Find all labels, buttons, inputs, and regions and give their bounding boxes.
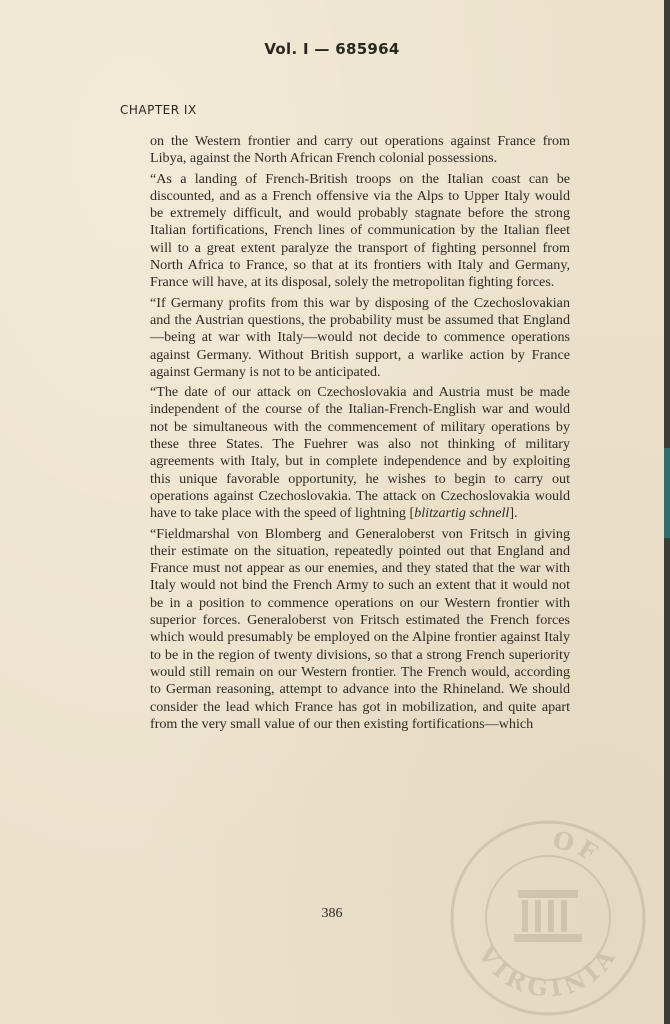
page-number: 386 [321, 906, 343, 921]
paragraph-text-end: ]. [509, 505, 518, 522]
svg-text:VIRGINIA [472, 939, 624, 1003]
paragraph: “As a landing of French-British troops on the Italian coast can be discounted, and as a French offensive via the Alps to Upper Italy would be extremely difficult, and would probably stagnate before the strong Italian fortifications, French lines of communication by the Italian fleet will to a great extent paralyze the transport of fighting personnel from North Africa to France, so that at its frontiers with Italy and Germany, France will have, at its disposal, solely the metropolitan fighting forces. [150, 170, 570, 291]
scan-edge-tab [664, 448, 670, 538]
chapter-label: CHAPTER IX [120, 103, 197, 117]
svg-text:OF [550, 825, 606, 870]
seal-top-text: OF [550, 824, 606, 870]
paragraph: on the Western frontier and carry out operations against France from Libya, against the North African French colonial possessions. [150, 133, 570, 167]
paragraph: “If Germany profits from this war by disposing of the Czechoslovakian and the Austrian questions, the probability must be assumed that England—being at war with Italy—would not decide to commence operations against Germany. Without British support, a warlike action by France against Germany is not to be anticipated. [150, 294, 570, 380]
running-header: Vol. I — 685964 [264, 40, 400, 58]
paragraph [150, 384, 570, 522]
italic-phrase: blitzartig schnell [414, 505, 510, 522]
paragraph-text: “The date of our attack on Czechoslovakia and Austria must be made independent of the course of the Italian-French-English war and would not be simultaneous with the commencement of military operations by these three States. The Fuehrer was also not thinking of military agreements with Italy, but in complete independence and by exploiting this unique favorable opportunity, he wishes to begin to carry out operations against Czechoslovakia. The attack on Czechoslovakia would have to take place with the speed of lightning [ [150, 384, 570, 522]
paragraph: “Fieldmarshal von Blomberg and Generaloberst von Fritsch in giving their estimate on the situation, repeatedly pointed out that England and France must not appear as our enemies, and they stated that the war with Italy would not bind the French Army to such an extent that it would not be in a position to commence operations on our Western frontier with superior forces. Generaloberst von Fritsch estimated the French forces which would presumably be employed on the Alpine frontier against Italy to be in the region of twenty divisions, so that a strong French superiority would still remain on our Western frontier. The French would, according to German reasoning, attempt to advance into the Rhineland. We should consider the lead which France has got in mobilization, and quite apart from the very small value of our then existing fortifications—which [150, 525, 570, 732]
seal-bottom-text: VIRGINIA [472, 939, 624, 1003]
body-text [150, 133, 570, 736]
